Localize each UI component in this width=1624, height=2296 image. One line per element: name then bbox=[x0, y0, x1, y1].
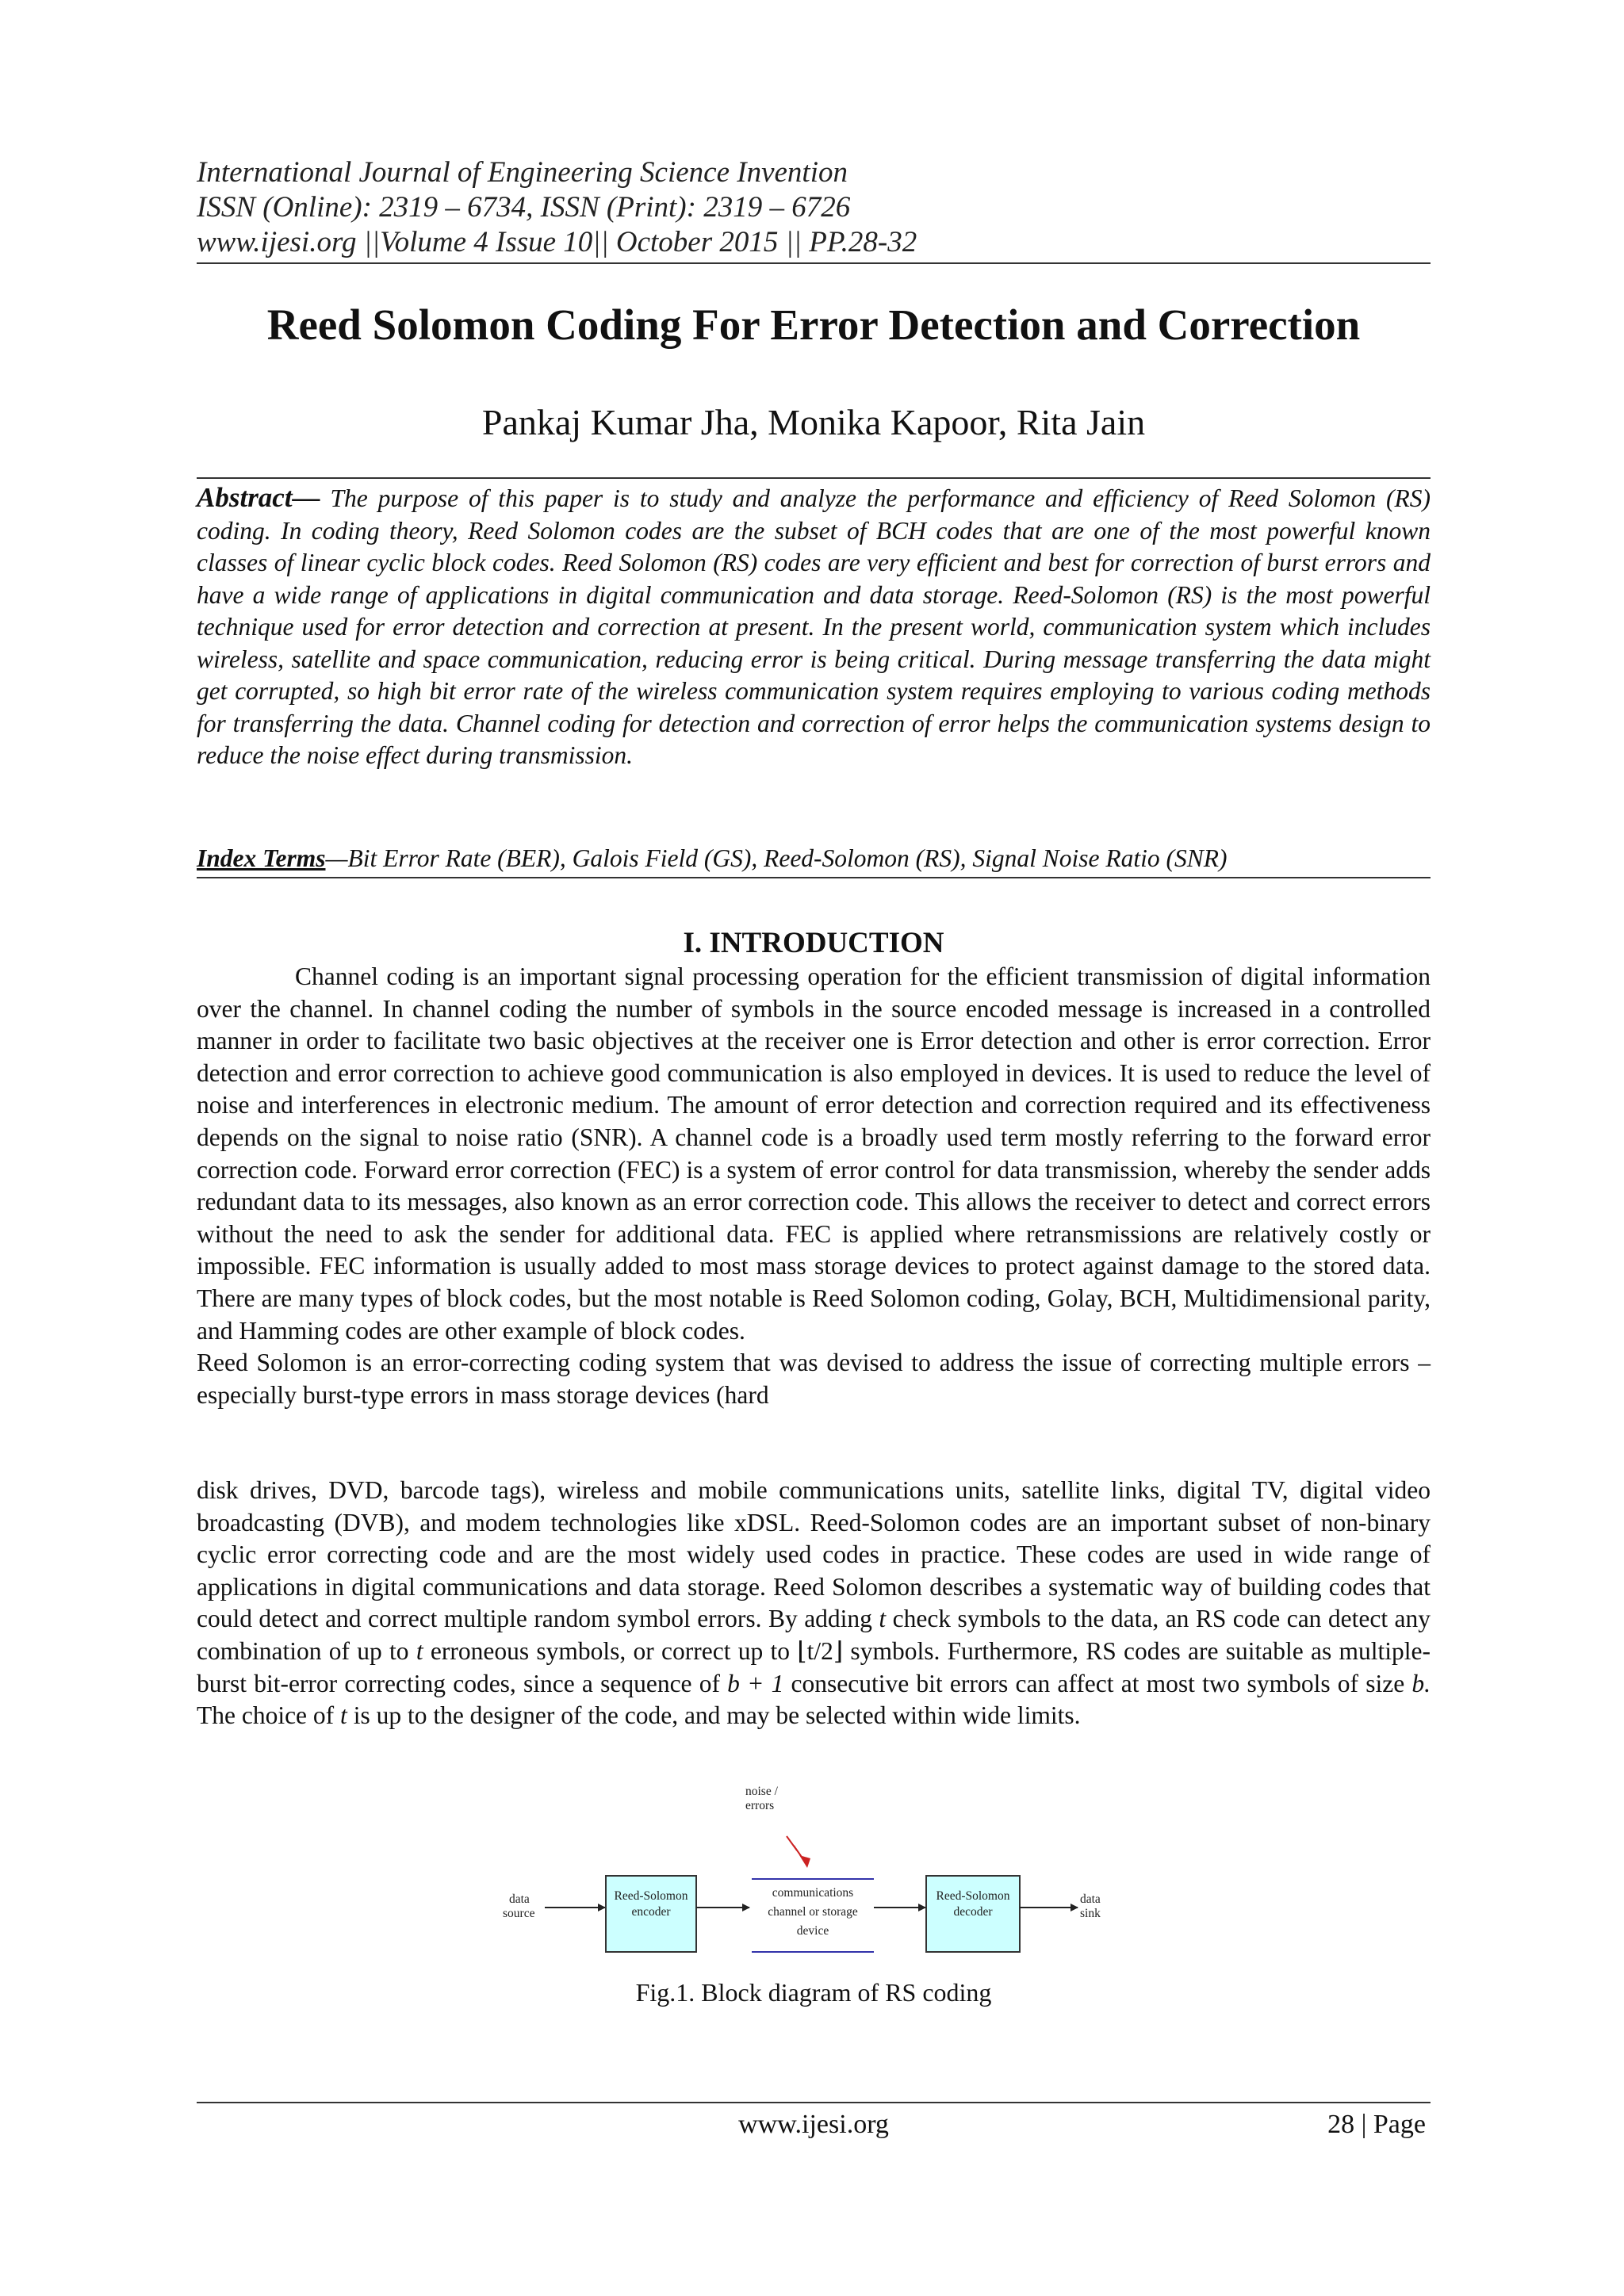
footer-rule bbox=[197, 2102, 1431, 2103]
noise-label-line1: noise / bbox=[745, 1785, 778, 1798]
index-terms-label: Index Terms bbox=[197, 844, 326, 872]
header-rule bbox=[197, 262, 1431, 264]
channel-label-line2: channel or storage bbox=[768, 1905, 858, 1919]
page-footer bbox=[197, 2105, 1431, 2145]
intro-paragraph-3: disk drives, DVD, barcode tags), wireless and mobile communications units, satellite links, digital TV, digital video broadcasting (DVB), and modem technologies like xDSL. Reed-Solomon codes are an important subset of non-binary cyclic error correcting code and are the most widely used codes in practice. These codes are used in wide range of applications in digital communications and data storage. Reed Solomon describes a systematic way of building codes that could detect and correct multiple random symbol errors. By adding t check symbols to the data, an RS code can detect any combination of up to t erroneous symbols, or correct up to ⌊t/2⌋ symbols. Furthermore, RS codes are suitable as multiple-burst bit-error correcting codes, since a sequence of b + 1 consecutive bit errors can affect at most two symbols of size b. The choice of t is up to the designer of the code, and may be selected within wide limits. bbox=[197, 1476, 1431, 1730]
decoder-label-line1: Reed-Solomon bbox=[936, 1889, 1010, 1903]
intro-column-lower bbox=[197, 1475, 1431, 1732]
encoder-label-line2: encoder bbox=[631, 1905, 671, 1919]
abstract bbox=[197, 482, 1431, 772]
abstract-top-rule bbox=[197, 477, 1431, 479]
footer-site: www.ijesi.org bbox=[738, 2110, 889, 2139]
index-terms-rule bbox=[197, 877, 1431, 878]
data-sink-label-line1: data bbox=[1080, 1892, 1101, 1906]
paper-authors: Pankaj Kumar Jha, Monika Kapoor, Rita Jain bbox=[481, 402, 1146, 442]
footer-page-number: 28 | Page bbox=[1327, 2110, 1426, 2139]
section-heading-introduction: I. INTRODUCTION bbox=[683, 927, 944, 959]
intro-paragraph-1: Channel coding is an important signal processing operation for the efficient transmission of digital information over the channel. In channel coding the number of symbols in the source encoded message is increased in a controlled manner in order to facilitate two basic objectives at the receiver one is Error detection and other is error correction. Error detection and error correction to achieve good communication is also employed in devices. It is used to reduce the level of noise and interferences in electronic medium. The amount of error detection and correction required and its effectiveness depends on the signal to noise ratio (SNR). A channel code is a broadly used term mostly referring to the forward error correction code. Forward error correction (FEC) is a system of error control for data transmission, whereby the sender adds redundant data to its messages, also known as an error correction code. This allows the receiver to detect and correct errors without the need to ask the sender for additional data. FEC is applied where retransmissions are relatively costly or impossible. FEC information is usually added to most mass storage devices to protect against damage to the stored data. There are many types of block codes, but the most notable is Reed Solomon coding, Golay, BCH, Multidimensional parity, and Hamming codes are other example of block codes. bbox=[197, 962, 1431, 1345]
noise-arrow-icon bbox=[799, 1855, 810, 1868]
data-source-label-line1: data bbox=[509, 1892, 530, 1906]
encoder-label-line1: Reed-Solomon bbox=[614, 1889, 688, 1903]
decoder-label-line2: decoder bbox=[953, 1905, 993, 1919]
noise-label-line2: errors bbox=[745, 1799, 775, 1812]
index-terms bbox=[197, 842, 1431, 875]
intro-column-upper bbox=[197, 961, 1431, 1411]
journal-issn: ISSN (Online): 2319 – 6734, ISSN (Print): 2319 – 6726 bbox=[197, 191, 851, 224]
rs-block-diagram bbox=[492, 1773, 1126, 1955]
floor-t-over-2: ⌊t/2⌋ bbox=[797, 1636, 844, 1665]
abstract-text: The purpose of this paper is to study and analyze the performance and efficiency of Reed Solomon (RS) coding. In coding theory, Reed Solomon codes are the subset of BCH codes that are one of the most powerful known classes of linear cyclic block codes. Reed Solomon (RS) codes are very efficient and best for correction of burst errors and have a wide range of applications in digital communication and data storage. Reed-Solomon (RS) is the most powerful technique used for error detection and correction at present. In the present world, communication system which includes wireless, satellite and space communication, reducing error is being critical. During message transferring the data might get corrupted, so high bit error rate of the wireless communication system requires employing to various coding methods for transferring the data. Channel coding for detection and correction of error helps the communication systems design to reduce the noise effect during transmission. bbox=[197, 484, 1431, 769]
paper-title: Reed Solomon Coding For Error Detection and Correction bbox=[266, 300, 1361, 349]
abstract-label: Abstract— bbox=[197, 482, 320, 513]
data-sink-label-line2: sink bbox=[1080, 1907, 1101, 1920]
journal-name: International Journal of Engineering Science Invention bbox=[197, 156, 848, 189]
journal-header bbox=[197, 155, 1431, 260]
journal-volume: www.ijesi.org ||Volume 4 Issue 10|| October 2015 || PP.28-32 bbox=[197, 226, 917, 258]
index-terms-text: —Bit Error Rate (BER), Galois Field (GS), Reed-Solomon (RS), Signal Noise Ratio (SNR) bbox=[325, 844, 1228, 872]
channel-label-line1: communications bbox=[772, 1886, 854, 1900]
figure-caption: Fig.1. Block diagram of RS coding bbox=[635, 1978, 992, 2007]
data-source-label-line2: source bbox=[503, 1907, 535, 1920]
intro-paragraph-2: Reed Solomon is an error-correcting coding system that was devised to address the issue of correcting multiple errors – especially burst-type errors in mass storage devices (hard bbox=[197, 1349, 1431, 1409]
channel-label-line3: device bbox=[796, 1924, 829, 1938]
